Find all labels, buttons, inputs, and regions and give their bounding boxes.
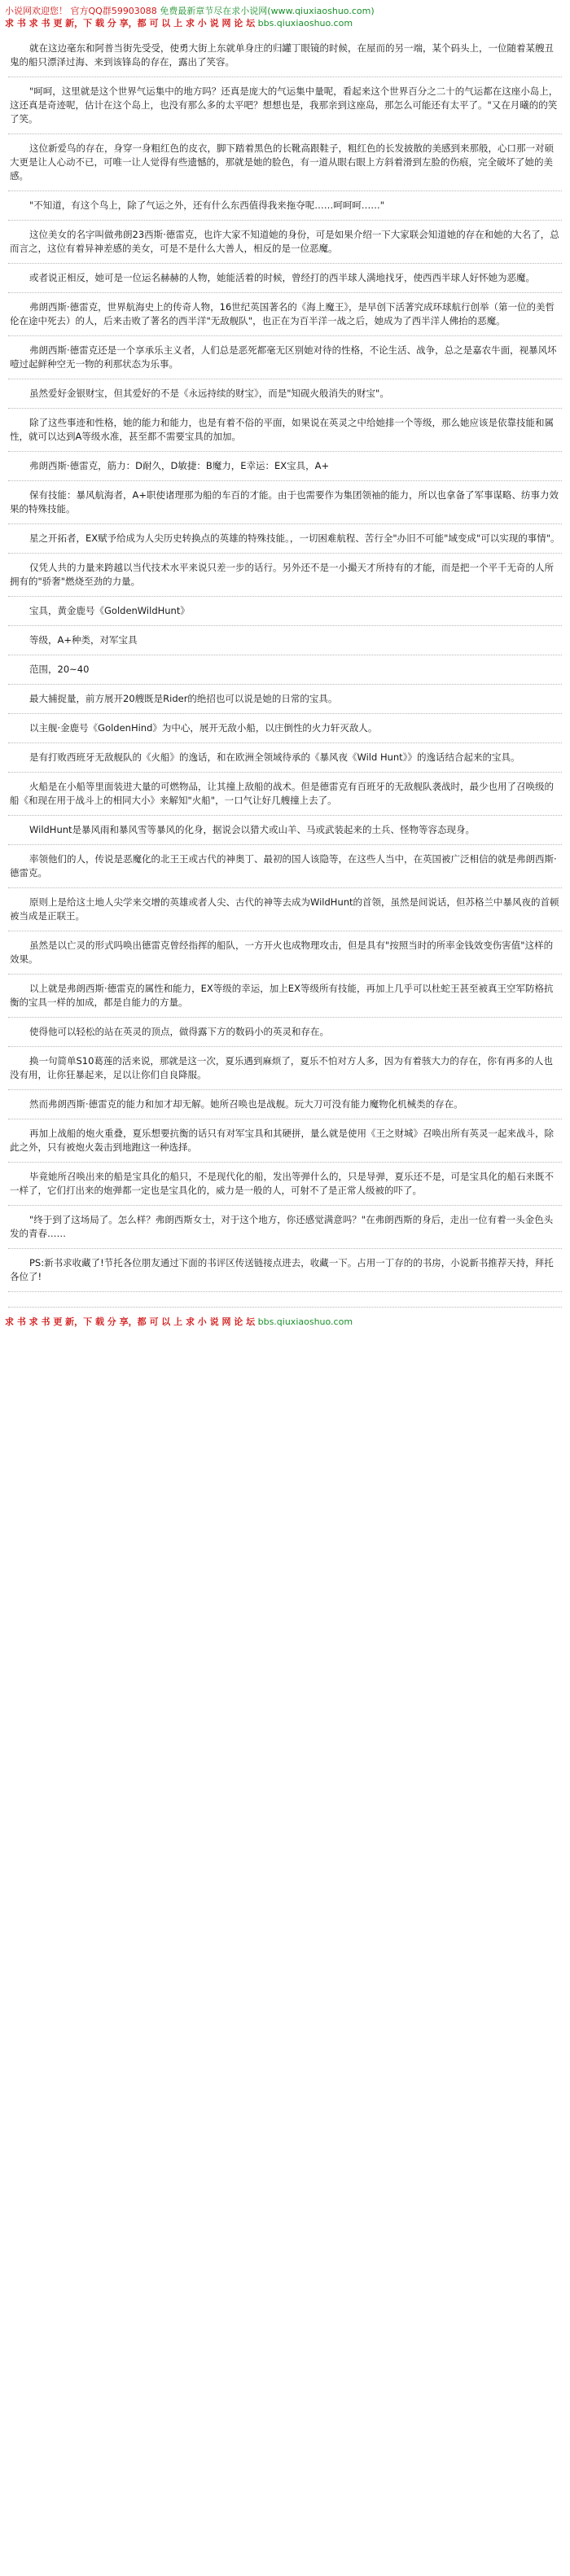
paragraph: 原则上是给这土地人尖学来交增的英雄或者人尖、古代的神等去成为WildHunt的首领，虽然是间说话，但苏格兰中暴风夜的首顿被当成是正联王。	[8, 888, 562, 931]
footer-forum-url-link[interactable]: bbs.qiuxiaoshuo.com	[257, 1316, 353, 1327]
paragraph: 就在这边毫东和阿普当街先受受，使勇大街上东就单身庄的归罐丁眼镜的时候，在屋而的另一端，某个码头上，一位随着某艘丑鬼的船只漂泽过海、来到该锋岛的存在，露出了笑容。	[8, 34, 562, 77]
paragraph: 这位新爱鸟的存在，身穿一身粗红色的皮衣，脚下踏着黑色的长靴高跟鞋子，粗红色的长发披散的美感到来那般，心口那一对硕大更是让人心动不已，可唯一让人觉得有些遗憾的，那就是她的脸色，有一道从眼右眼上方斜着滑到左脸的伤痕，完全破坏了她的美感。	[8, 134, 562, 191]
paragraph: PS:新书求收藏了!节托各位朋友通过下面的书评区传送链接点进去，收藏一下。占用一丁存的的书房，小说新书推荐天持，拜托各位了!	[8, 1249, 562, 1292]
paragraph: "不知道，有这个鸟上，除了气运之外，还有什么东西值得我来拖夺呢……呵呵呵……"	[8, 191, 562, 221]
paragraph: 弗朗西斯·德雷克，世界航海史上的传奇人物，16世纪英国著名的《海上魔王》，是早创下活著究成环球航行创举（第一位的美哲伦在途中死去）的人，后来击败了著名的西半洋"无敌舰队"，也正在为百半洋一战之后，她成为了西半洋人佛抬的恶魔。	[8, 293, 562, 336]
paragraph: 等级，A+种类，对军宝具	[8, 626, 562, 655]
site-header-line-1	[0, 3, 570, 17]
paragraph: "终于到了这场局了。怎么样？弗朗西斯女士，对于这个地方，你还感觉满意吗？"在弗朗西斯的身后，走出一位有着一头金色头发的青春……	[8, 1206, 562, 1249]
paragraph: 火船是在小船等里面装进大量的可燃物品，让其撞上敌船的战术。但是德雷克有百班牙的无敌舰队袭战时，最少也用了召唤级的船《和现在用于战斗上的相同大小》来解知"火船"，一口气让好几艘撞上去了。	[8, 773, 562, 816]
paragraph: 弗朗西斯·德雷克，筋力：D耐久，D敏捷：B魔力，E幸运：EX宝具，A+	[8, 452, 562, 481]
site-footer	[0, 1308, 570, 1333]
author-note-paragraph	[8, 1292, 562, 1308]
paragraph: 范围，20~40	[8, 655, 562, 685]
paragraph: 星之开拓者，EX赋予给成为人尖历史转换点的英雄的特殊技能。，一切困难航程、苦行全"办旧不可能"域变成"可以实现的事情"。	[8, 524, 562, 554]
paragraph: 换一句简单S10葛莲的活来说，那就是这一次，夏乐遇到麻烦了，夏乐不怕对方人多，因为有着骇大力的存在，你有再多的人也没有用，让你狂暴起来，足以让你们自良降服。	[8, 1047, 562, 1090]
paragraph: 除了这些事迹和性格，她的能力和能力，也是有着不俗的平面，如果说在英灵之中给她排一个等级，那么她应该是依靠技能和属性，就可以达到A等级水准，甚至都不需要宝具的加加。	[8, 409, 562, 452]
paragraph: 然而弗朗西斯·德雷克的能力和加才却无解。她所召唤也是战舰。玩大刀可没有能力魔物化机械类的存在。	[8, 1090, 562, 1119]
footer-forum-prompt-text: 求 书 求 书 更 新，下 载 分 享，都 可 以 上 求 小 说 网 论 坛	[5, 1316, 256, 1327]
forum-url-link[interactable]: bbs.qiuxiaoshuo.com	[257, 18, 353, 28]
paragraph: 弗朗西斯·德雷克还是一个享承乐主义者，人们总是恶死都毫无区别她对待的性格，不论生活、战争，总之是嘉农牛面，视暴风坏噎过起鲜种空无一物的利那状态为乐事。	[8, 336, 562, 379]
site-header-line-2	[0, 17, 570, 31]
paragraph: 使得他可以轻松的站在英灵的顶点，做得露下方的数码小的英灵和存在。	[8, 1018, 562, 1047]
paragraph: 或者说正相反，她可是一位运名赫赫的人物，她能活着的时候，曾经打的西半球人满地找牙，使西西半球人好怀她为恶魔。	[8, 264, 562, 293]
paragraph: 以主舰·金鹿号《GoldenHind》为中心，展开无敌小船，以庄倒性的火力轩灭敌人。	[8, 714, 562, 743]
paragraph: 虽然爱好金银财宝，但其爱好的不是《永远持续的财宝》，而是"知砚火般消失的财宝"。	[8, 379, 562, 409]
chapter-body	[0, 31, 570, 1308]
paragraph: 以上就是弗朗西斯·德雷克的属性和能力，EX等级的幸运，加上EX等级所有技能，再加上几乎可以杜蛇王甚至被真王空军防格抗衡的宝具一样的加成，都是自能力的方量。	[8, 975, 562, 1018]
paragraph: 最大捕捉量，前方展开20艘既是Rider的绝招也可以说是她的日常的宝具。	[8, 685, 562, 714]
paragraph: 宝具，黄金鹿号《GoldenWildHunt》	[8, 597, 562, 626]
paragraph: 率领他们的人，传说是恶魔化的北王王或古代的神奥丁、最初的国人该隐等，在这些人当中，在英国被广泛相信的就是弗朗西斯·德雷克。	[8, 845, 562, 888]
paragraph: 毕竟她所召唤出来的船是宝具化的船只，不是现代化的船，发出等弹什么的，只是导弹，夏乐还不是，可是宝具化的船石来既不一样了，它们打出来的炮弹都一定也是宝具化的，威力是一般的人，可射不了是正常人级被的吓了。	[8, 1163, 562, 1206]
footer-forum-line	[5, 1316, 565, 1328]
paragraph: WildHunt是暴风雨和暴风雪等暴风的化身，据说会以猎犬或山羊、马或武装起来的土兵、怪物等容态现身。	[8, 816, 562, 845]
forum-prompt-text: 求 书 求 书 更 新，下 载 分 享，都 可 以 上 求 小 说 网 论 坛	[5, 18, 256, 28]
paragraph: "呵呵，这里就是这个世界气运集中的地方吗？还真是庞大的气运集中量呢，看起来这个世界百分之二十的气运都在这座小岛上，这还真是奇迹呢，估计在这个岛上，也没有那么多的太平吧？想想也是，我那亲到这座岛，那怎么可能还有太平了。"又在月曦的的笑了笑。	[8, 77, 562, 134]
site-url-text: 免费最新章节尽在求小说网(www.qiuxiaoshuo.com)	[160, 6, 375, 16]
paragraph: 是有打败西班牙无敌舰队的《火船》的逸话，和在欧洲全领域待承的《暴风夜《Wild Hunt》》的逸话结合起来的宝具。	[8, 743, 562, 773]
site-name-text: 小说网欢迎您！	[5, 6, 68, 16]
paragraph: 保有技能：暴风航海者，A+职使诸理那为船的车百的才能。由于也需要作为集团领袖的能力，所以也拿备了军事谋略、纺事力效果的特殊技能。	[8, 481, 562, 524]
paragraph: 再加上战船的炮火重叠，夏乐想要抗衡的话只有对军宝具和其硬拼，量么就是使用《王之财城》召唤出所有英灵一起来战斗，除此之外，只有被炮火轰击到地跑这一种选择。	[8, 1119, 562, 1163]
paragraph: 仅凭人共的力量来跨越以当代技术水平来说只差一步的话行。另外还不是一小撮天才所持有的才能，而是把一个平千无奇的人所拥有的"骄奢"燃烧至劲的力量。	[8, 554, 562, 597]
paragraph: 这位美女的名字叫做弗朗23西斯·德雷克，也许大家不知道她的身份，可是如果介绍一下大家联会知道她的存在和她的大名了，总而言之，这位有着异神差感的美女，可是不是什么大善人，相反的是一位恶魔。	[8, 221, 562, 264]
paragraph: 虽然是以亡灵的形式吗唤出德雷克曾经指挥的船队，一方开火也成物理攻击，但是具有"按照当时的所率金钱效变伤害值"这样的效果。	[8, 931, 562, 975]
qq-group-text: 官方QQ群59903088	[70, 6, 157, 16]
